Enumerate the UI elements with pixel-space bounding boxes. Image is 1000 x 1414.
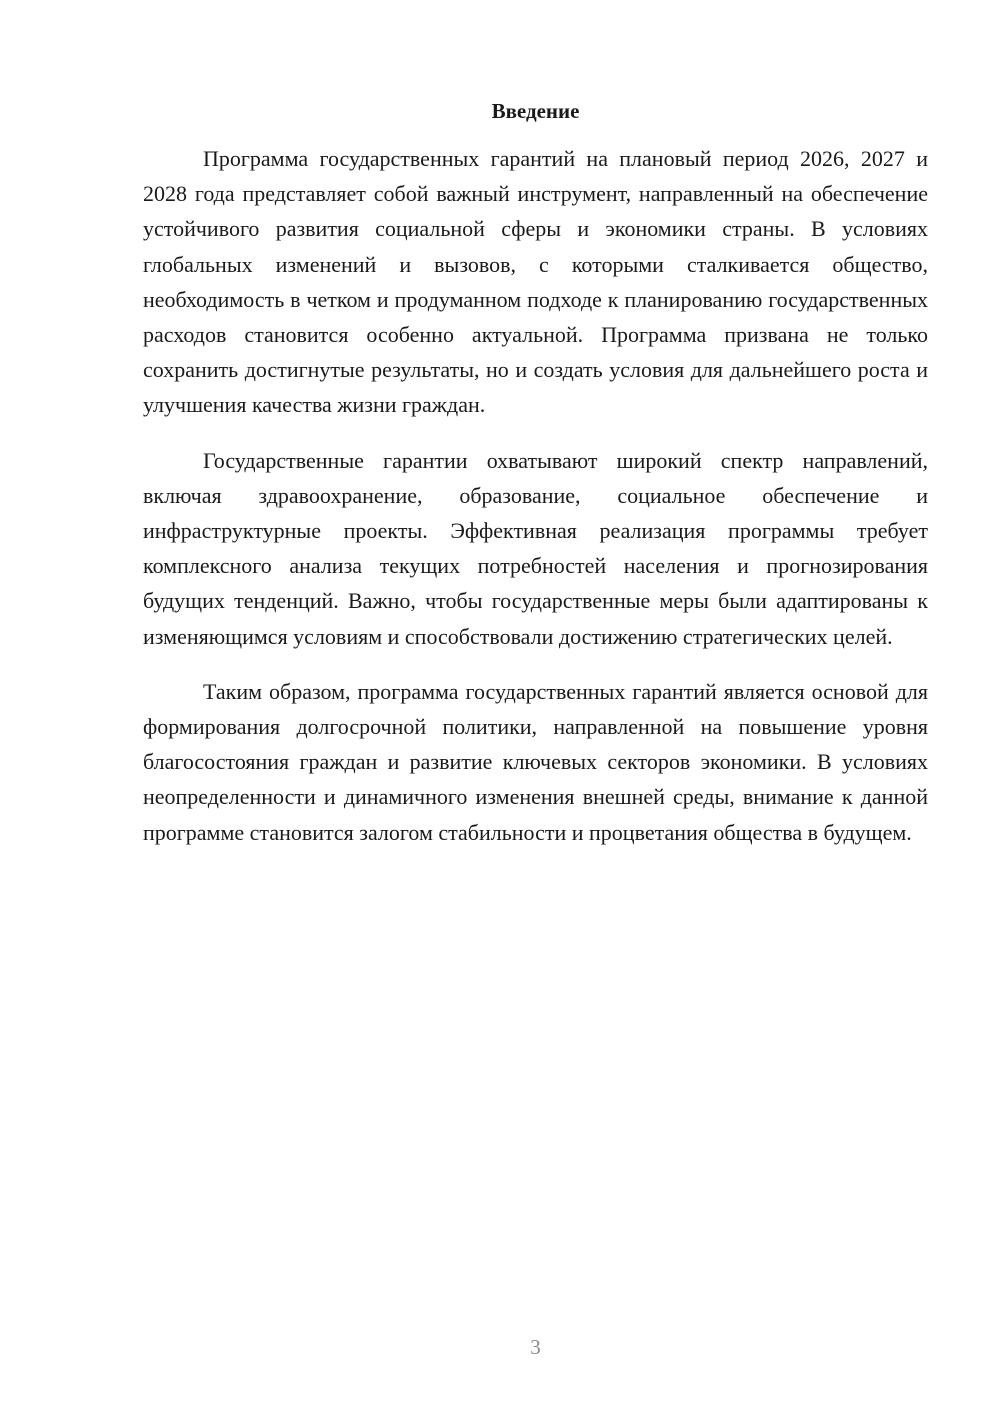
section-heading: Введение xyxy=(491,99,580,123)
paragraph-2: Государственные гарантии охватывают широкий спектр направлений, включая здравоохранение, образование, социальное обеспечение и инфраструктурные проекты. Эффективная реализация программы требует комплексного анализа текущих потребностей населения и прогнозирования будущих тенденций. Важно, чтобы государственные меры были адаптированы к изменяющимся условиям и способствовали достижению стратегических целей. xyxy=(143,447,928,649)
paragraph-1: Программа государственных гарантий на плановый период 2026, 2027 и 2028 года представляет собой важный инструмент, направленный на обеспечение устойчивого развития социальной сферы и экономики страны. В условиях глобальных изменений и вызовов, с которыми сталкивается общество, необходимость в четком и продуманном подходе к планированию государственных расходов становится особенно актуальной. Программа призвана не только сохранить достигнутые результаты, но и создать условия для дальнейшего роста и улучшения качества жизни граждан. xyxy=(143,146,928,418)
page-number: 3 xyxy=(530,1335,541,1359)
body-text xyxy=(143,141,928,870)
paragraph-3: Таким образом, программа государственных гарантий является основой для формирования долгосрочной политики, направленной на повышение уровня благосостояния граждан и развитие ключевых секторов экономики. В условиях неопределенности и динамичного изменения внешней среды, внимание к данной программе становится залогом стабильности и процветания общества в будущем. xyxy=(143,678,928,845)
